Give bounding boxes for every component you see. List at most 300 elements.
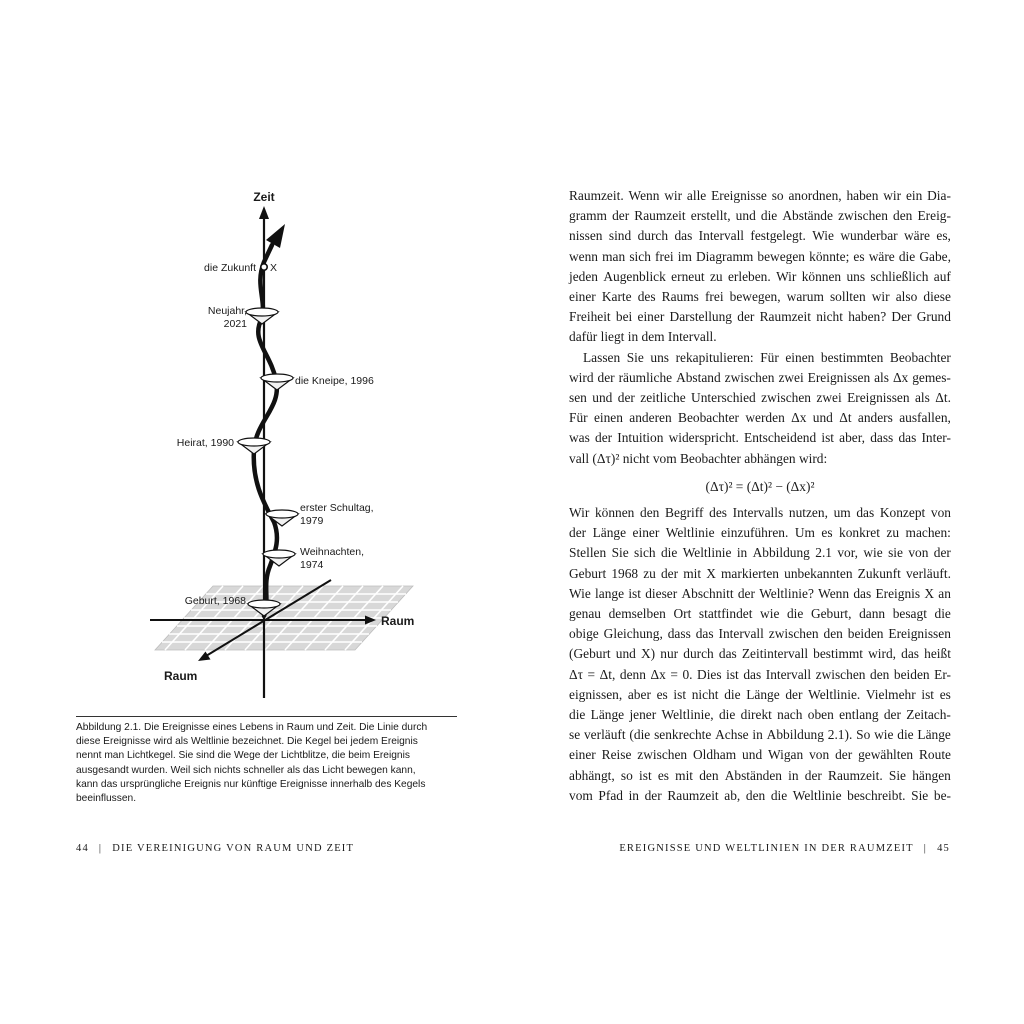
word: wäre (868, 248, 895, 264)
text-line (569, 604, 951, 624)
word: aber, (839, 430, 866, 446)
word: die (898, 248, 916, 264)
word: Freiheit (569, 309, 611, 325)
word: ist (628, 585, 641, 601)
word: in (752, 727, 763, 743)
label-birth: Geburt, 1968 (184, 595, 246, 607)
text-line (569, 644, 951, 664)
word: entlang (839, 707, 879, 723)
word: Wenn (628, 188, 660, 203)
word: 1968 (611, 565, 639, 581)
label-newyear-line1: Neujahr, (207, 305, 247, 317)
word: gewählten (858, 747, 914, 763)
time-axis-label: Zeit (253, 190, 275, 204)
word: heißt (924, 646, 951, 662)
word: dass (667, 626, 691, 642)
word: diese (923, 289, 951, 305)
text-line (569, 523, 951, 543)
word: Darstellung (669, 309, 733, 325)
word: zwischen (761, 390, 811, 406)
word: zwischen (724, 369, 775, 385)
word: verläuft. (905, 565, 951, 581)
word: Oldham (693, 747, 737, 763)
word: Augenblick (603, 268, 666, 284)
word: aber (627, 686, 651, 702)
word: widerspricht. (668, 430, 739, 446)
word: Konzept (879, 505, 926, 521)
word: Geburt (569, 565, 607, 581)
word: stattfindet (698, 606, 753, 622)
word: erneut (671, 268, 705, 284)
word: sich (629, 248, 651, 264)
word: beiden (893, 666, 930, 682)
word: einzuführen. (721, 525, 789, 541)
text-line (569, 307, 951, 327)
word: unbekannten (784, 565, 853, 581)
word: zeitliche (640, 390, 686, 406)
word: Zeitach- (906, 707, 951, 723)
word: durch (683, 646, 714, 662)
word: Ereignissen (888, 626, 951, 642)
word: beiden (847, 626, 884, 642)
word: mit (683, 565, 702, 581)
word: der (597, 369, 615, 385)
word: Δx (892, 369, 909, 385)
light-cone-christmas (263, 550, 295, 566)
word: die (934, 606, 951, 622)
word: an (938, 585, 951, 601)
text-line (569, 186, 951, 206)
word: Weltlinie. (808, 686, 861, 702)
word: X (924, 585, 935, 601)
word: einer (569, 289, 596, 305)
word: uns (846, 268, 866, 284)
text-line (569, 786, 951, 806)
word: Sie (888, 767, 907, 783)
word: es (821, 525, 833, 541)
word: zwischen (838, 208, 888, 224)
word: der (569, 525, 587, 541)
word: Vielmehr (865, 686, 916, 702)
word: werden (745, 410, 785, 426)
word: es (657, 767, 669, 783)
word: Ereignis (875, 585, 921, 601)
word: der (737, 309, 755, 325)
word: Ort (673, 606, 692, 622)
word: Unterschied (691, 390, 756, 406)
word: Dies (697, 666, 722, 682)
word: Abbildung (752, 545, 810, 561)
word: rekapitulieren: (675, 349, 754, 365)
word: Wir (776, 268, 797, 284)
label-x: X (270, 262, 278, 274)
word: Sie (626, 349, 644, 365)
word: Länge (590, 707, 625, 723)
word: Δt (839, 410, 852, 426)
word: der (612, 208, 630, 224)
word: Länge (917, 727, 951, 743)
word: man (602, 248, 626, 264)
word: 0. (682, 666, 693, 682)
word: sollten (829, 289, 866, 305)
word: sind (608, 228, 632, 244)
word: nicht (691, 686, 719, 702)
word: Abständen (724, 767, 782, 783)
word: könnte; (809, 248, 850, 264)
word: Sie (611, 545, 629, 561)
footer-left (76, 843, 354, 854)
caption-line: beeinflussen. (76, 793, 137, 805)
word: erstellt, (690, 208, 731, 224)
word: Zukunft (857, 565, 901, 581)
word: Reise (601, 747, 632, 763)
footer-right (619, 843, 950, 854)
word: bestimmten (820, 349, 884, 365)
word: Länge (592, 525, 627, 541)
word: nach (777, 707, 803, 723)
word: denn (619, 666, 646, 682)
word: zwei (816, 390, 842, 406)
word: vom (569, 787, 593, 803)
word: es (853, 248, 865, 264)
text-line (569, 766, 951, 786)
word: in (736, 545, 748, 561)
word: Für (569, 410, 588, 426)
word: die (786, 606, 804, 622)
word: die (724, 686, 741, 702)
running-head-left: DIE VEREINIGUNG VON RAUM UND ZEIT (112, 843, 355, 854)
label-marriage: Heirat, 1990 (176, 437, 234, 449)
word: jener (629, 707, 657, 723)
word: zu (886, 525, 900, 541)
word: das (898, 430, 917, 446)
word: Raumzeit (667, 787, 719, 803)
word: Raumzeit. (569, 188, 624, 203)
text-line (569, 348, 951, 368)
word: das (743, 666, 762, 682)
text-line (569, 428, 951, 448)
caption-rule (76, 716, 457, 717)
word: sich (634, 545, 656, 561)
word: das (674, 228, 693, 244)
word: der (785, 686, 803, 702)
page-number-right: 45 (937, 843, 950, 854)
word: so (620, 767, 633, 783)
word: um (833, 505, 851, 521)
word: in (628, 787, 639, 803)
word: bewegen, (729, 289, 781, 305)
word: demselben (608, 606, 666, 622)
word: wir (664, 188, 683, 203)
word: Länge (746, 686, 780, 702)
word: markierten (721, 565, 779, 581)
word: nutzen, (788, 505, 828, 521)
word: das (695, 626, 714, 642)
word: im (677, 248, 692, 264)
word: ist (726, 666, 739, 682)
word: mit (675, 767, 694, 783)
worldline-figure (0, 0, 520, 720)
word: obige (569, 626, 599, 642)
word: Intuition (617, 430, 664, 446)
text-line (569, 705, 951, 725)
text-line (569, 206, 951, 226)
word: Stellen (569, 545, 607, 561)
figure-caption (76, 721, 457, 806)
word: oben (807, 707, 834, 723)
word: haben? (848, 309, 887, 325)
word: als (914, 390, 930, 406)
word: sen (569, 390, 587, 406)
text-line (569, 665, 951, 685)
word: den (699, 767, 719, 783)
word: bei (615, 309, 633, 325)
light-cone-marriage (238, 438, 270, 454)
word: Beobachter (889, 349, 951, 365)
word: direkt (740, 707, 772, 723)
text-line (569, 388, 951, 408)
label-christmas-line1: Weihnachten, (300, 546, 365, 558)
word: erleben. (727, 268, 771, 284)
caption-line: ausgesandt wurden. Weil sich nichts schneller als das Licht bewegen kann, (76, 764, 416, 776)
word: durch (637, 228, 669, 244)
text-line (569, 624, 951, 644)
word: einer (569, 747, 596, 763)
text-line (569, 584, 951, 604)
word: der (737, 585, 755, 601)
word: Geburt, (810, 606, 852, 622)
word: Wir (569, 505, 590, 521)
word: X (706, 565, 716, 581)
word: genau (569, 606, 601, 622)
word: Raumzeit (759, 309, 811, 325)
word: Um (794, 525, 815, 541)
text-line (569, 564, 951, 584)
word: Wigan (768, 747, 804, 763)
word: bewegen (757, 248, 805, 264)
word: als (874, 369, 889, 385)
word: es (656, 686, 668, 702)
body-text (569, 186, 951, 806)
word: Weltlinie? (759, 585, 814, 601)
word: zwischen (768, 626, 819, 642)
text-line (569, 503, 951, 523)
word: wunderbar (840, 228, 898, 244)
space-axis-label-right: Raum (381, 614, 415, 628)
word: wird (569, 369, 594, 385)
word: Dia- (927, 188, 951, 203)
word: die (569, 707, 586, 723)
word: und (592, 390, 613, 406)
word: konkret (839, 525, 880, 541)
word: den (870, 666, 890, 682)
word: Gleichung, (603, 626, 663, 642)
word: dieser (645, 585, 678, 601)
word: haben (846, 188, 879, 203)
word: uns (650, 349, 670, 365)
word: Ereignisse (711, 188, 767, 203)
word: gramm (569, 208, 607, 224)
word: es (939, 686, 951, 702)
word: Δτ (569, 666, 583, 682)
word: der (835, 747, 853, 763)
text-line (569, 725, 951, 745)
word: hängen (912, 767, 951, 783)
word: alle (686, 188, 707, 203)
word: die (718, 707, 736, 723)
text-line (569, 368, 951, 388)
word: senkrechte (654, 727, 712, 743)
word: des (709, 505, 727, 521)
word: und (735, 208, 756, 224)
word: ist (673, 686, 687, 702)
text-line: vall (Δτ)² nicht vom Beobachter abhängen wird: (569, 450, 828, 466)
light-cone-pub (261, 374, 293, 390)
word: Intervalls (732, 505, 784, 521)
word: 2.1). (827, 727, 853, 743)
word: Diagramm (696, 248, 754, 264)
word: ist (639, 767, 652, 783)
word: gemes- (912, 369, 951, 385)
word: ab, (724, 787, 741, 803)
word: Ereignissen (847, 390, 910, 406)
label-christmas-line2: 1974 (300, 559, 324, 571)
word: also (895, 289, 918, 305)
word: Weltlinie (665, 525, 715, 541)
word: nissen (569, 228, 603, 244)
word: machen: (905, 525, 951, 541)
word: Begriff (665, 505, 704, 521)
word: Sie (911, 787, 929, 803)
word: Wie (812, 228, 834, 244)
word: nur (660, 646, 679, 662)
word: den (893, 208, 913, 224)
word: Δt, (599, 666, 616, 682)
word: Beobachter (678, 410, 740, 426)
word: dann (859, 606, 886, 622)
word: der (883, 707, 901, 723)
text-line (569, 287, 951, 307)
space-axis-arrowhead-left (198, 652, 211, 662)
word: der (933, 545, 951, 561)
word: Intervall (765, 666, 812, 682)
word: Achse (715, 727, 749, 743)
word: be- (933, 787, 951, 803)
word: anders (857, 410, 893, 426)
label-pub: die Kneipe, 1996 (295, 375, 374, 387)
equation: (Δτ)² = (Δt)² − (Δx)² (705, 478, 815, 494)
word: lange (595, 585, 625, 601)
space-axis-label-left: Raum (164, 669, 198, 683)
word: der (660, 565, 679, 581)
running-head-right: EREIGNISSE UND WELTLINIEN IN DER RAUMZEIT (619, 843, 914, 854)
word: wir (871, 289, 890, 305)
word: von (930, 505, 951, 521)
word: besagt (892, 606, 927, 622)
word: zu (643, 565, 656, 581)
word: wäre (903, 228, 931, 244)
text-line (569, 543, 951, 563)
text-line (569, 247, 951, 267)
word: frei (704, 289, 724, 305)
word: was (569, 430, 590, 446)
label-newyear-line2: 2021 (223, 318, 247, 330)
word: Raumzeit. (828, 767, 883, 783)
word: X) (641, 646, 656, 662)
caption-line: nennt man Lichtkegel. Sie sind die Wege der Lichtblitze, die beim Ereignis (76, 750, 410, 762)
word: anderen (629, 410, 672, 426)
word: zu (709, 268, 723, 284)
text-line (569, 685, 951, 705)
word: Abstand (676, 369, 721, 385)
word: Intervall (698, 228, 745, 244)
word: Abbildung (766, 727, 824, 743)
word: ist (821, 430, 834, 446)
word: wie (760, 606, 780, 622)
word: Ereignissen (807, 369, 871, 385)
word: räumliche (618, 369, 673, 385)
word: (Geburt (569, 646, 611, 662)
word: einen (785, 349, 815, 365)
word: vor, (837, 545, 859, 561)
word: die (770, 787, 788, 803)
word: abhängt, (569, 767, 615, 783)
word: So (856, 727, 871, 743)
word: jeden (569, 268, 598, 284)
word: Lassen (583, 349, 621, 365)
word: das (856, 505, 875, 521)
word: Weltlinie (682, 545, 732, 561)
word: die (660, 545, 678, 561)
page-number-left: 44 (76, 843, 89, 854)
word: auf (933, 268, 951, 284)
word: den (640, 505, 660, 521)
caption-line: kann das ursprüngliche Ereignis nur künftige Ereignisse innerhalb des Kegels (76, 778, 426, 790)
word: Der (891, 309, 912, 325)
word: können (801, 268, 842, 284)
future-event-dot (261, 264, 267, 270)
word: Raumzeit (634, 208, 686, 224)
word: der (804, 767, 822, 783)
word: frei (655, 248, 674, 264)
caption-line: Abbildung 2.1. Die Ereignisse eines Lebens in Raum und Zeit. Die Linie durch (76, 722, 428, 733)
text-line (569, 267, 951, 287)
word: Ereig- (917, 208, 951, 224)
word: Δt. (935, 390, 951, 406)
footer-separator: | (923, 843, 928, 854)
light-cone-newyear (246, 308, 278, 324)
word: es, (936, 228, 951, 244)
light-cone-school (266, 510, 298, 526)
label-school-line2: 1979 (300, 515, 324, 527)
word: Inter- (921, 430, 951, 446)
word: einer (637, 309, 665, 325)
label-future: die Zukunft (204, 262, 256, 274)
word: so (771, 188, 784, 203)
word: des (637, 289, 656, 305)
word: Intervall (718, 626, 764, 642)
word: warum (786, 289, 824, 305)
word: Δx (650, 666, 666, 682)
word: zwei (778, 369, 804, 385)
word: die (760, 208, 778, 224)
word: ausfallen, (899, 410, 951, 426)
time-axis-arrowhead (259, 206, 269, 219)
word: und (615, 646, 636, 662)
text-line (569, 408, 951, 428)
word: = (587, 666, 596, 682)
word: das (901, 646, 920, 662)
